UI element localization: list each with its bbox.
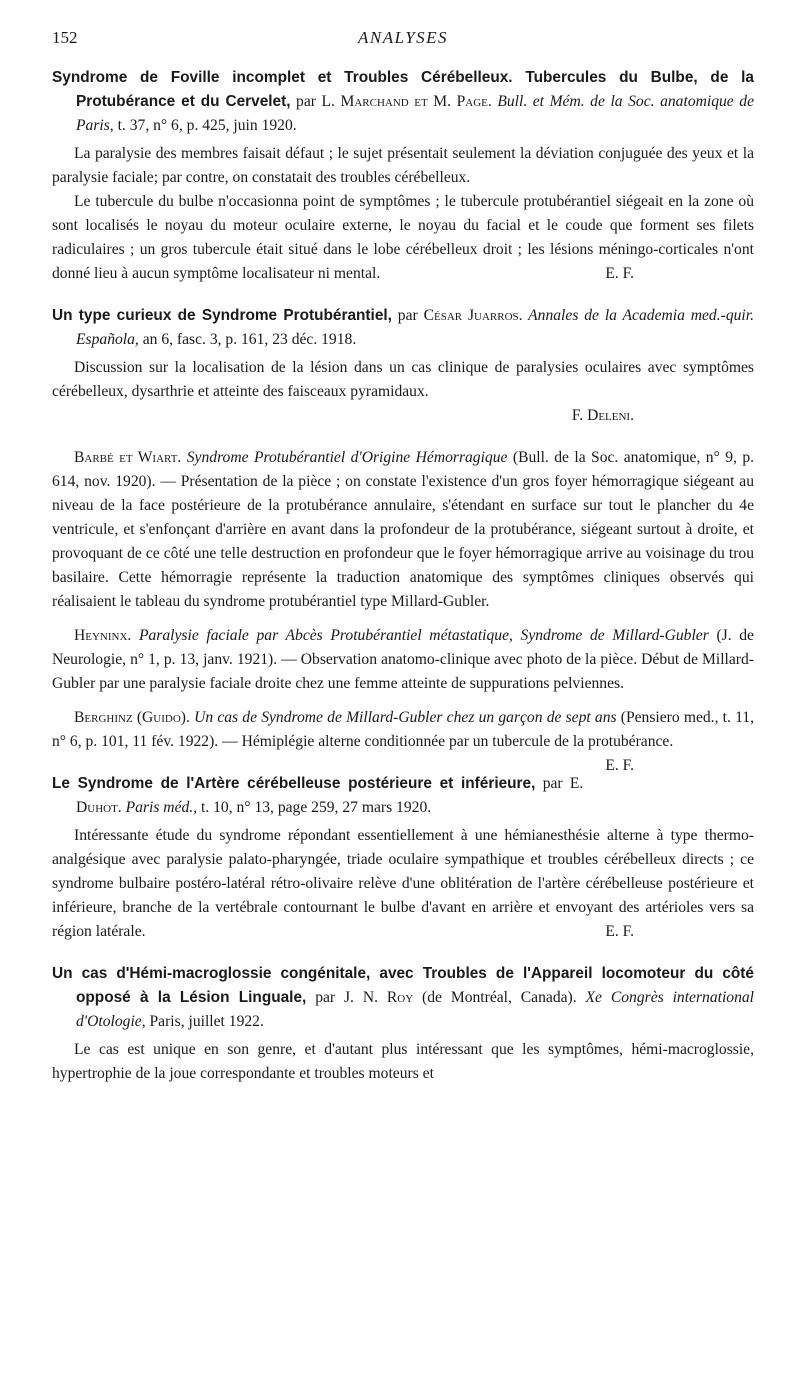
entry-paragraph: La paralysie des membres faisait défaut ; le sujet présentait seulement la déviation conjuguée des yeux et la paralysie faciale; par contre, on constatait des troubles cérébelleux.: [52, 145, 754, 186]
page-number: 152: [52, 28, 78, 47]
page-header: [52, 26, 754, 56]
entry-paragraph: Le tubercule du bulbe n'occasionna point de symptômes ; le tubercule protubérantiel siégeait en la zone où sont localisés le noyau du moteur oculaire externe, le noyau du facial et le coude que forment ses filets radiculaires ; un gros tubercule était situé dans le lobe cérébelleux droit ; les lésions méningo-corticales n'ont donné lieu à aucun symptôme localisateur ni mental. E. F.: [52, 190, 754, 286]
signature: F. Deleni.: [571, 407, 634, 424]
signature: E. F.: [605, 757, 634, 774]
signature: E. F.: [605, 923, 634, 940]
running-head: ANALYSES: [357, 28, 449, 47]
entry-title: Un type curieux de Syndrome Protubérantiel, par César Juarros. Annales de la Academia med.-quir. Española, an 6, fasc. 3, p. 161, 23 déc. 1918.: [52, 307, 754, 348]
entry-title: Syndrome de Foville incomplet et Troubles Cérébelleux. Tubercules du Bulbe, de la Protubérance et du Cervelet, par L. Marchand et M. Page. Bull. et Mém. de la Soc. anatomique de Paris, t. 37, n° 6, p. 425, juin 1920.: [52, 69, 754, 134]
entry-paragraph: Discussion sur la localisation de la lésion dans un cas clinique de paralysies oculaires avec symptômes cérébelleux, dysarthrie et atteinte des faisceaux pyramidaux.: [52, 359, 754, 400]
entry-title: Un cas d'Hémi-macroglossie congénitale, avec Troubles de l'Appareil locomoteur du côté opposé à la Lésion Linguale, par J. N. Roy (de Montréal, Canada). Xe Congrès international d'Otologie, Paris, juillet 1922.: [52, 965, 755, 1030]
abstract-entry: [52, 304, 754, 428]
entry-paragraph: Le cas est unique en son genre, et d'autant plus intéressant que les symptômes, hémi-macroglossie, hypertrophie de la joue correspondante et troubles moteurs et: [52, 1041, 754, 1082]
entry-paragraph: Intéressante étude du syndrome répondant essentiellement à une hémianesthésie alterne à type thermo-analgésique avec paralysie palato-pharyngée, triade oculaire sympathique et troubles cérébelleux directs ; ce syndrome bulbaire postéro-latéral rétro-olivaire relève d'une oblitération de l'artère cérébelleuse postérieure et inférieure, branche de la vertébrale contournant le bulbe d'avant en arrière et envoyant des artérioles vers sa région latérale. E. F.: [52, 824, 754, 944]
abstract-entry: Berghinz (Guido). Un cas de Syndrome de Millard-Gubler chez un garçon de sept ans (Pensiero med., t. 11, n° 6, p. 101, 11 fév. 1922). — Hémiplégie alterne conditionnée par un tubercule de la protubérance. E. F.: [52, 706, 754, 754]
abstract-entry: Barbé et Wiart. Syndrome Protubérantiel d'Origine Hémorragique (Bull. de la Soc. anatomique, n° 9, p. 614, nov. 1920). — Présentation de la pièce ; on constate l'existence d'un gros foyer hémorragique siégeant au niveau de la face postérieure de la protubérance annulaire, s'étendant en surface sur tout le plancher du 4e ventricule, et s'enfonçant d'arrière en avant dans la profondeur de la protubérance, siégeant surtout à droite, et provoquant de ce côté une telle destruction en profondeur que le foyer hémorragique arrive au voisinage du trou basilaire. Cette hémorragie représente la traduction anatomique des symptômes cliniques observés qui réalisaient le tableau du syndrome protubérantiel type Millard-Gubler.: [52, 449, 755, 610]
abstract-entry: [52, 772, 754, 944]
signature: E. F.: [605, 265, 634, 282]
abstract-entry: [52, 66, 754, 286]
abstract-entry: Heyninx. Paralysie faciale par Abcès Protubérantiel métastatique, Syndrome de Millard-Gubler (J. de Neurologie, n° 1, p. 13, janv. 1921). — Observation anatomo-clinique avec photo de la pièce. Début de Millard-Gubler par une paralysie faciale droite chez une femme atteinte de suppurations pelviennes.: [52, 627, 754, 692]
entry-title: Le Syndrome de l'Artère cérébelleuse postérieure et inférieure, par E. Duhot. Paris méd., t. 10, n° 13, page 259, 27 mars 1920.: [52, 775, 584, 816]
abstract-entry: [52, 962, 754, 1086]
